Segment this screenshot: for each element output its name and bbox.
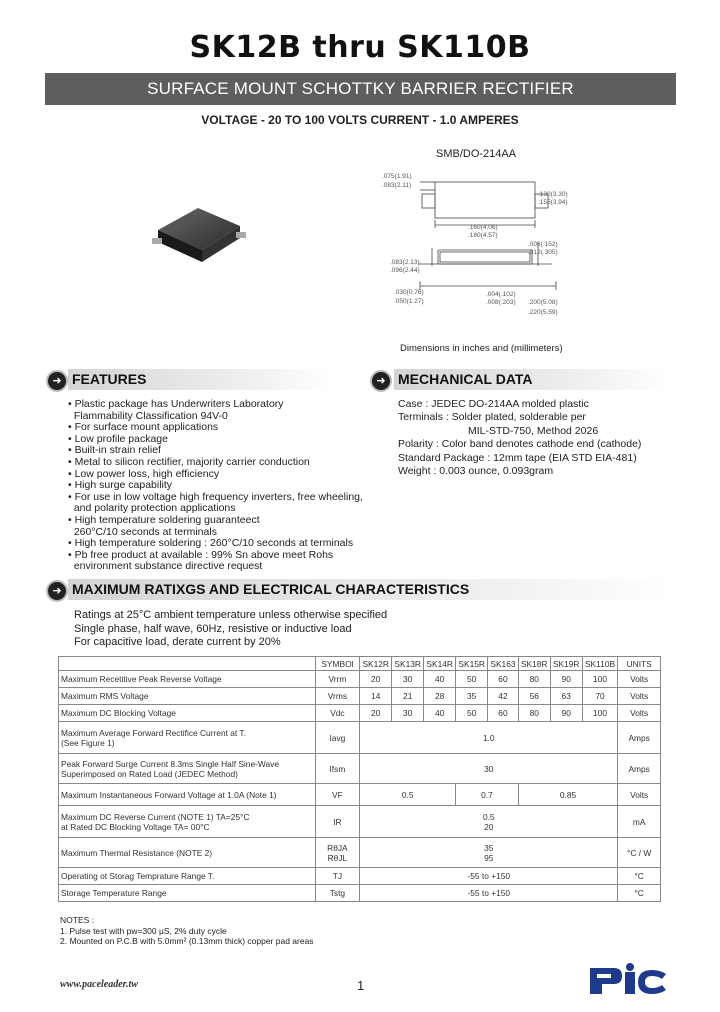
table-cell: 40 bbox=[424, 705, 456, 722]
table-cell: 42 bbox=[488, 688, 519, 705]
electrical-characteristics-table bbox=[58, 656, 661, 902]
note-item: 2. Mounted on P.C.B with 5.0mm² (0.13mm thick) copper pad areas bbox=[60, 936, 314, 946]
dim-label: .030(0.76) bbox=[394, 289, 424, 296]
list-item: • Pb free product at available : 99% Sn above meet Rohs bbox=[68, 548, 334, 561]
list-item: Terminals : Solder plated, solderable per bbox=[398, 411, 586, 424]
dim-label: .155(3.94) bbox=[538, 199, 568, 206]
table-cell: 40 bbox=[424, 671, 456, 688]
table-cell: 35 bbox=[456, 688, 488, 705]
unit-cell: °C bbox=[618, 868, 661, 885]
symbol-cell: VF bbox=[315, 784, 360, 806]
table-cell: 60 bbox=[488, 705, 519, 722]
table-row bbox=[59, 838, 661, 868]
list-item: Standard Package : 12mm tape (EIA STD EIA-481) bbox=[398, 451, 637, 464]
package-3d-image bbox=[150, 200, 250, 270]
table-header-cell: UNITS bbox=[618, 657, 661, 671]
features-list bbox=[68, 399, 368, 573]
condition-line: For capacitive load, derate current by 20% bbox=[74, 636, 281, 648]
voltage-current-rating: VOLTAGE - 20 TO 100 VOLTS CURRENT - 1.0 AMPERES bbox=[201, 113, 519, 127]
value-cell: 1.0 bbox=[360, 722, 618, 754]
table-cell: 21 bbox=[392, 688, 424, 705]
table-header-cell: SYMBOl bbox=[315, 657, 360, 671]
value-cell: 35 95 bbox=[360, 838, 618, 868]
subtitle-banner: SURFACE MOUNT SCHOTTKY BARRIER RECTIFIER bbox=[45, 73, 676, 105]
table-cell: 20 bbox=[360, 671, 392, 688]
value-cell: 0.7 bbox=[456, 784, 519, 806]
features-heading: FEATURES bbox=[68, 369, 332, 390]
list-item: • Low power loss, high efficiency bbox=[68, 467, 220, 480]
table-cell: 90 bbox=[550, 671, 582, 688]
list-item: • Low profile package bbox=[68, 432, 168, 445]
table-header-cell: SK18R bbox=[518, 657, 550, 671]
list-item: • Metal to silicon rectifier, majority carrier conduction bbox=[68, 455, 310, 468]
param-cell: Peak Forward Surge Current 8.3ms Single Half Sine-Wave Superimposed on Rated Load (JEDEC Method) bbox=[59, 754, 316, 784]
arrow-right-icon: ➜ bbox=[46, 370, 68, 392]
table-header-cell: SK19R bbox=[550, 657, 582, 671]
dim-label: .004(.102) bbox=[486, 291, 516, 298]
table-header-cell: SK163 bbox=[488, 657, 519, 671]
table-row bbox=[59, 885, 661, 902]
table-row bbox=[59, 671, 661, 688]
table-cell: 50 bbox=[456, 705, 488, 722]
notes-title: NOTES : bbox=[60, 915, 95, 925]
list-item: • High temperature soldering guaranteect bbox=[68, 513, 260, 526]
table-row bbox=[59, 868, 661, 885]
unit-cell: mA bbox=[618, 806, 661, 838]
arrow-right-icon: ➜ bbox=[370, 370, 392, 392]
arrow-right-icon: ➜ bbox=[46, 580, 68, 602]
value-cell: -55 to +150 bbox=[360, 868, 618, 885]
table-cell: 80 bbox=[518, 671, 550, 688]
unit-cell: Amps bbox=[618, 722, 661, 754]
dimensions-note: Dimensions in inches and (millimeters) bbox=[400, 343, 563, 354]
page-number: 1 bbox=[357, 978, 365, 993]
company-logo bbox=[588, 962, 668, 998]
table-row bbox=[59, 754, 661, 784]
mechanical-list bbox=[398, 398, 698, 478]
table-cell: 30 bbox=[392, 671, 424, 688]
note-item: 1. Pulse test with pw=300 µS, 2% duty cycle bbox=[60, 925, 227, 936]
param-cell: Maximum RMS Voltage bbox=[59, 688, 316, 705]
dim-label: .200(5.08) bbox=[528, 299, 558, 306]
table-row bbox=[59, 722, 661, 754]
symbol-cell: Vrrm bbox=[315, 671, 360, 688]
value-cell: -55 to +150 bbox=[360, 885, 618, 902]
website-link[interactable]: www.paceleader.tw bbox=[60, 979, 138, 990]
value-cell: 0.5 20 bbox=[360, 806, 618, 838]
table-cell: 56 bbox=[518, 688, 550, 705]
dim-label: .006(.152) bbox=[528, 241, 558, 248]
list-item: • For surface mount applications bbox=[68, 421, 219, 434]
symbol-cell: Vrms bbox=[315, 688, 360, 705]
table-header-cell: SK12R bbox=[360, 657, 392, 671]
value-cell: 30 bbox=[360, 754, 618, 784]
param-cell: Maximum DC Reverse Current (NOTE 1) TA=25°C at Rated DC Blocking Voltage TA= 00°C bbox=[59, 806, 316, 838]
symbol-cell: Vdc bbox=[315, 705, 360, 722]
dim-label: .160(4.06) bbox=[468, 224, 498, 231]
symbol-cell: IR bbox=[315, 806, 360, 838]
list-item: and polarity protection applications bbox=[68, 502, 236, 515]
table-header-cell: SK110B bbox=[582, 657, 618, 671]
unit-cell: Amps bbox=[618, 754, 661, 784]
ratings-heading: MAXIMUM RATIXGS AND ELECTRICAL CHARACTERISTICS bbox=[68, 579, 672, 600]
page-title: SK12B thru SK110B bbox=[189, 30, 531, 65]
param-cell: Maximum Thermal Resistance (NOTE 2) bbox=[59, 838, 316, 868]
dim-label: .050(1.27) bbox=[394, 298, 424, 305]
list-item: • High temperature soldering : 260°C/10 seconds at terminals bbox=[68, 537, 354, 550]
table-header-cell: SK14R bbox=[424, 657, 456, 671]
table-header-cell bbox=[59, 657, 316, 671]
param-cell: Operating ot Storag Temprature Range T. bbox=[59, 868, 316, 885]
table-row bbox=[59, 806, 661, 838]
dim-label: .012(.305) bbox=[528, 249, 558, 256]
table-cell: 20 bbox=[360, 705, 392, 722]
list-item: • Built-in strain relief bbox=[68, 444, 161, 457]
dim-label: .008(.203) bbox=[486, 299, 516, 306]
condition-line: Single phase, half wave, 60Hz, resistive or inductive load bbox=[74, 622, 352, 635]
param-cell: Maximum Average Forward Rectifice Current at T. (See Figure 1) bbox=[59, 722, 316, 754]
unit-cell: Volts bbox=[618, 784, 661, 806]
param-cell: Maximum Instantaneous Forward Voltage at 1.0A (Note 1) bbox=[59, 784, 316, 806]
table-header-row bbox=[59, 657, 661, 671]
list-item: • For use in low voltage high frequency inverters, free wheeling, bbox=[68, 490, 363, 503]
table-cell: 30 bbox=[392, 705, 424, 722]
unit-cell: Volts bbox=[618, 688, 661, 705]
table-cell: 70 bbox=[582, 688, 618, 705]
symbol-cell: Iavg bbox=[315, 722, 360, 754]
list-item: Polarity : Color band denotes cathode end (cathode) bbox=[398, 438, 642, 451]
package-label: SMB/DO-214AA bbox=[436, 148, 517, 160]
list-item: Weight : 0.003 ounce, 0.093gram bbox=[398, 465, 554, 478]
list-item: MIL-STD-750, Method 2026 bbox=[398, 424, 599, 437]
table-header-cell: SK15R bbox=[456, 657, 488, 671]
dim-label: .096(2.44) bbox=[390, 267, 420, 274]
unit-cell: °C / W bbox=[618, 838, 661, 868]
symbol-cell: Ifsm bbox=[315, 754, 360, 784]
list-item: environment substance directive request bbox=[68, 560, 263, 573]
dim-label: .083(2.13) bbox=[390, 259, 420, 266]
value-cell: 0.5 bbox=[360, 784, 456, 806]
unit-cell: Volts bbox=[618, 705, 661, 722]
symbol-cell: RθJA RθJL bbox=[315, 838, 360, 868]
mechanical-heading: MECHANICAL DATA bbox=[394, 369, 668, 390]
table-row bbox=[59, 705, 661, 722]
table-cell: 63 bbox=[550, 688, 582, 705]
list-item: Flammability Classification 94V-0 bbox=[68, 409, 228, 422]
dim-label: .180(4.57) bbox=[468, 232, 498, 239]
table-cell: 90 bbox=[550, 705, 582, 722]
dim-label: .220(5.59) bbox=[528, 309, 558, 316]
table-row bbox=[59, 688, 661, 705]
table-cell: 100 bbox=[582, 671, 618, 688]
package-dimension-drawing bbox=[360, 162, 580, 322]
table-cell: 60 bbox=[488, 671, 519, 688]
list-item: 260°C/10 seconds at terminals bbox=[68, 525, 217, 538]
table-cell: 28 bbox=[424, 688, 456, 705]
condition-line: Ratings at 25°C ambient temperature unless otherwise specified bbox=[74, 609, 388, 621]
symbol-cell: TJ bbox=[315, 868, 360, 885]
table-cell: 50 bbox=[456, 671, 488, 688]
table-cell: 100 bbox=[582, 705, 618, 722]
dim-label: .130(3.30) bbox=[538, 191, 568, 198]
param-cell: Storage Temperature Range bbox=[59, 885, 316, 902]
unit-cell: °C bbox=[618, 885, 661, 902]
unit-cell: Volts bbox=[618, 671, 661, 688]
list-item: • High surge capability bbox=[68, 479, 173, 492]
param-cell: Maximum DC Blocking Voltage bbox=[59, 705, 316, 722]
table-cell: 14 bbox=[360, 688, 392, 705]
dim-label: .075(1.91) bbox=[382, 173, 412, 180]
value-cell: 0.85 bbox=[518, 784, 618, 806]
list-item: Case : JEDEC DO-214AA molded plastic bbox=[398, 398, 589, 410]
table-row bbox=[59, 784, 661, 806]
notes bbox=[60, 915, 314, 947]
list-item: • Plastic package has Underwriters Laboratory bbox=[68, 398, 284, 410]
conditions-text bbox=[74, 609, 387, 650]
dim-label: .083(2.11) bbox=[382, 182, 412, 189]
table-header-cell: SK13R bbox=[392, 657, 424, 671]
param-cell: Maximum Recetitive Peak Reverse Voltage bbox=[59, 671, 316, 688]
table-cell: 80 bbox=[518, 705, 550, 722]
symbol-cell: Tstg bbox=[315, 885, 360, 902]
